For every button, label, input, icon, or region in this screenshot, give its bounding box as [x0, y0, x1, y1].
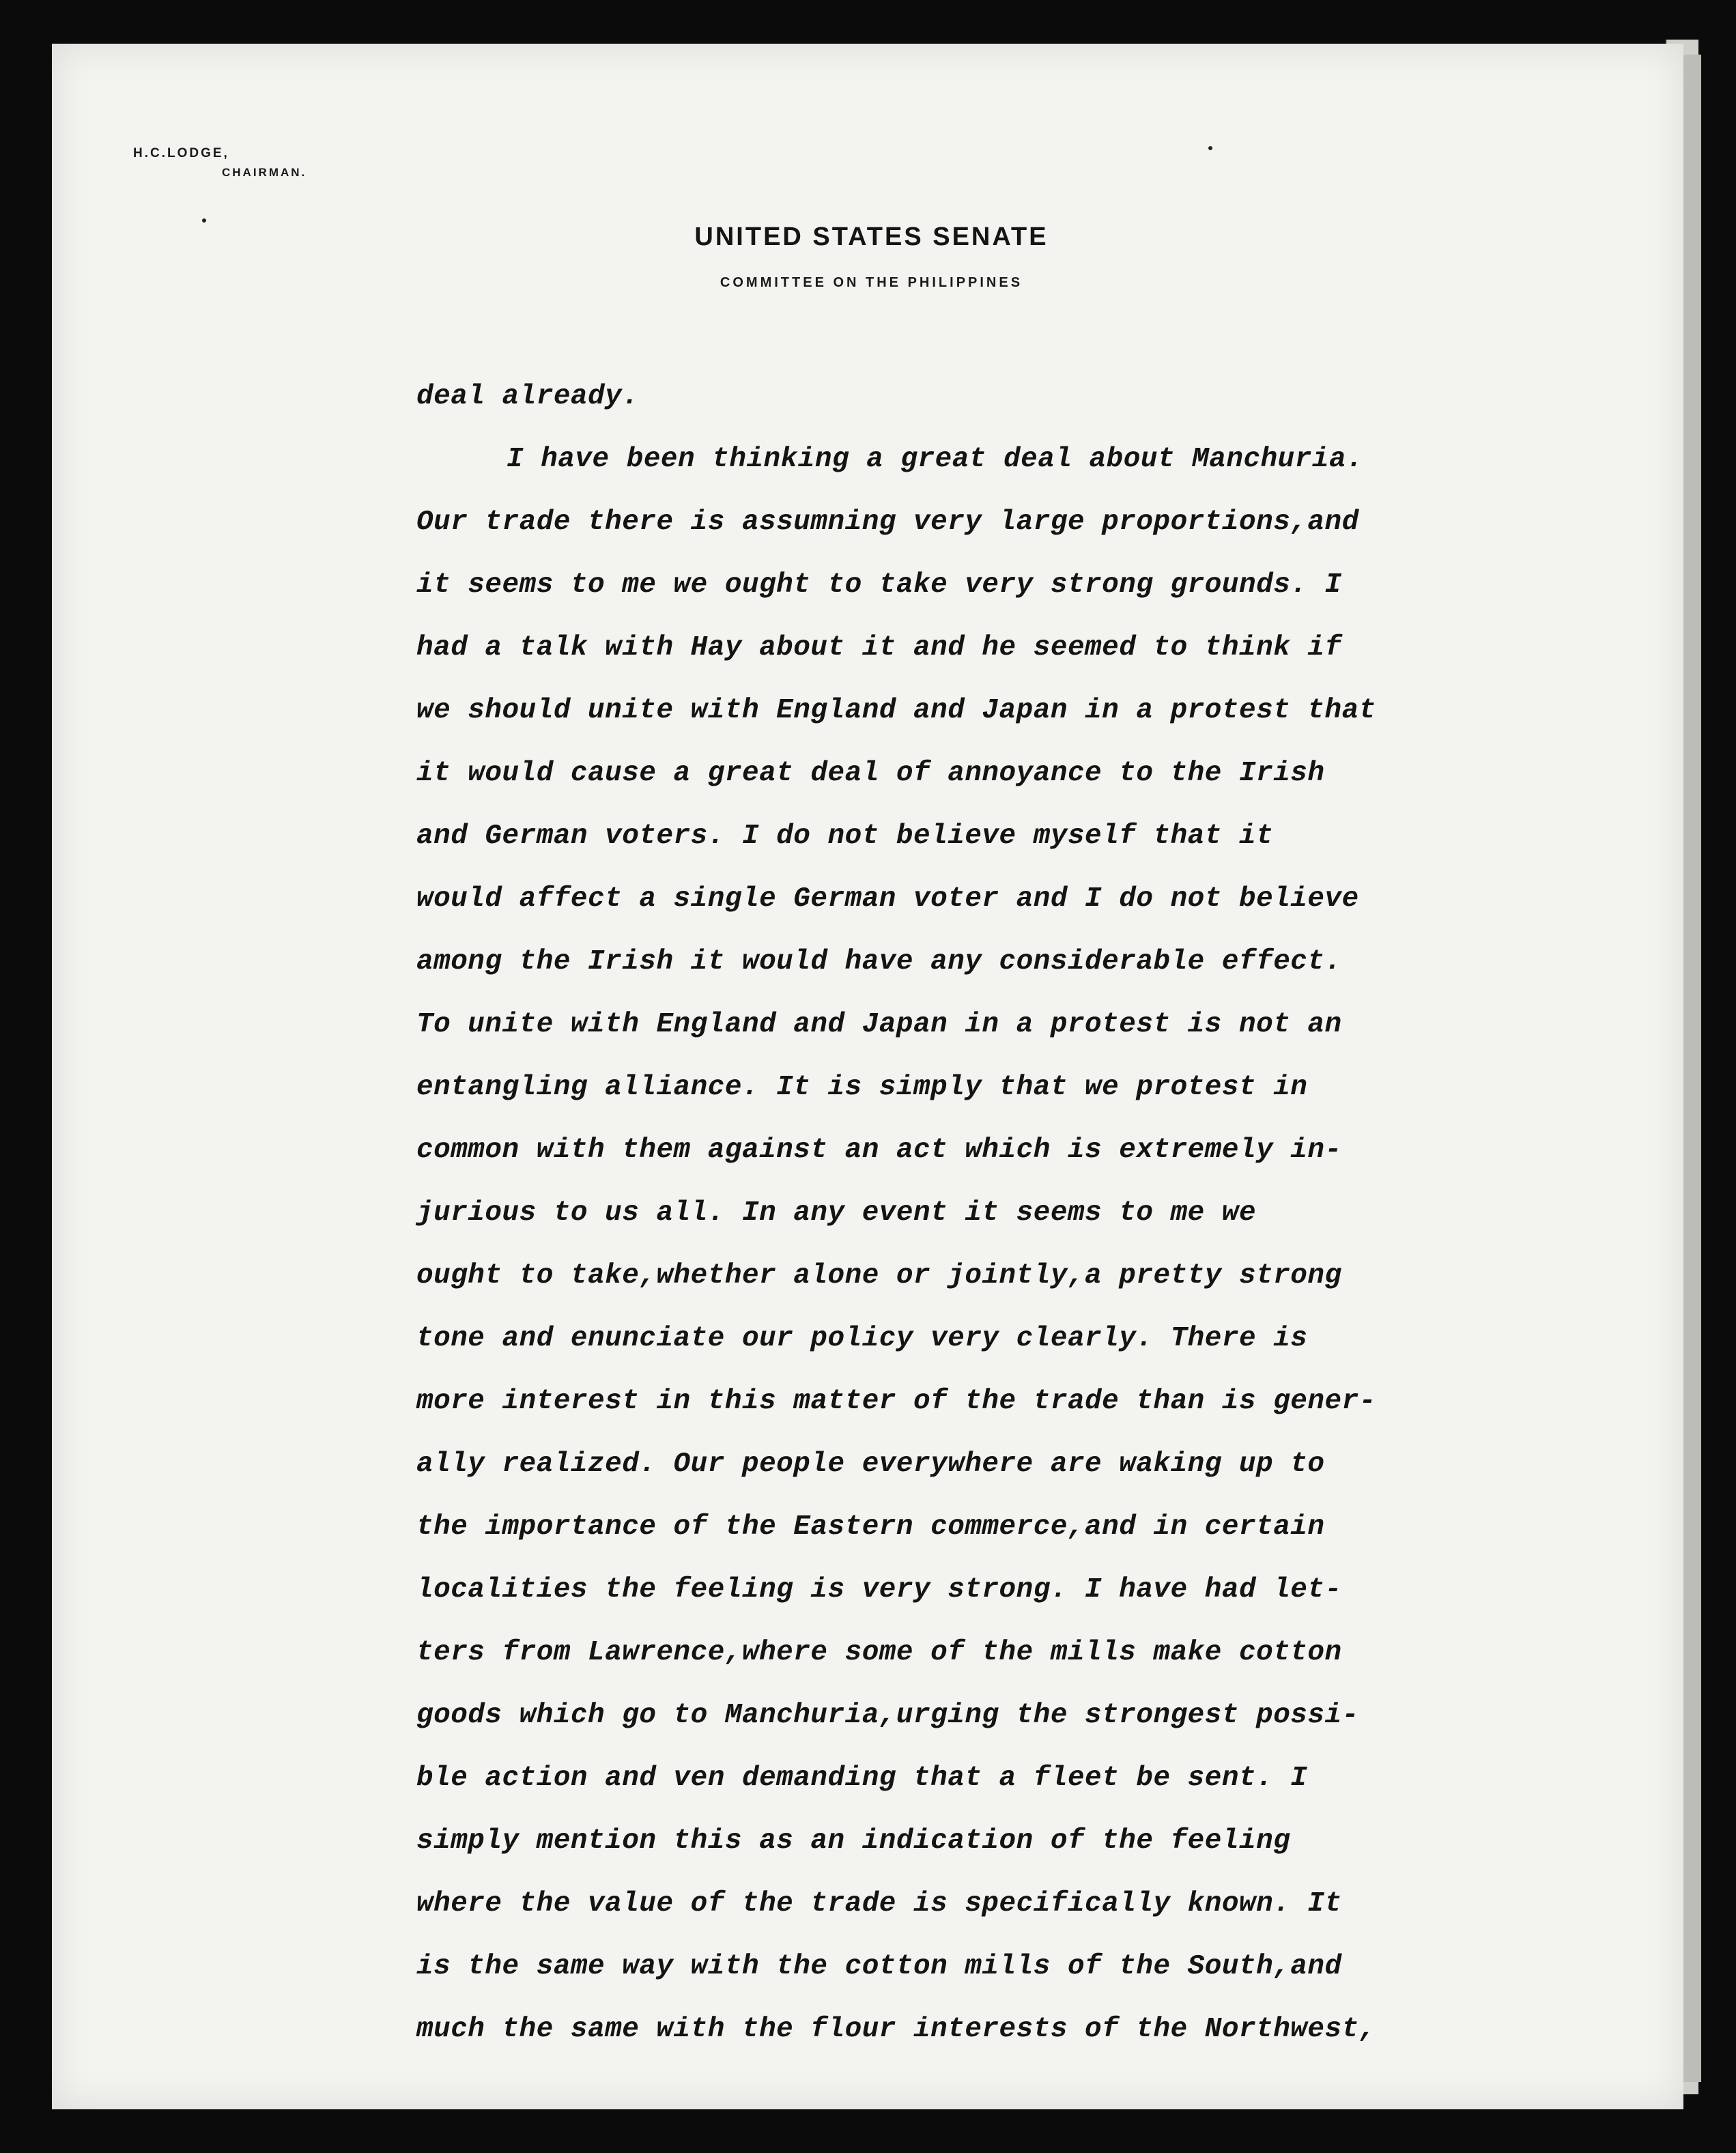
body-line: ters from Lawrence,where some of the mills make cotton [416, 1637, 1342, 1668]
body-line: the importance of the Eastern commerce,and in certain [416, 1511, 1325, 1543]
letterhead-role: CHAIRMAN. [222, 166, 307, 179]
body-line: would affect a single German voter and I do not believe [416, 883, 1359, 915]
ink-speck [1208, 146, 1212, 150]
body-line: ought to take,whether alone or jointly,a pretty strong [416, 1260, 1342, 1292]
body-line: goods which go to Manchuria,urging the strongest possi- [416, 1700, 1359, 1731]
body-line: jurious to us all. In any event it seems to me we [416, 1197, 1257, 1229]
body-line: is the same way with the cotton mills of the South,and [416, 1951, 1342, 1982]
body-line: ble action and ven demanding that a fleet be sent. I [416, 1763, 1308, 1794]
letter-body [416, 365, 1536, 2061]
letterhead-organization: UNITED STATES SENATE [694, 223, 1049, 251]
letterhead-name: H.C.LODGE, [133, 146, 229, 160]
body-line: where the value of the trade is specifically known. It [416, 1888, 1342, 1920]
body-line: localities the feeling is very strong. I have had let- [416, 1574, 1342, 1606]
body-line: it seems to me we ought to take very strong grounds. I [416, 569, 1342, 601]
body-line: deal already. [416, 381, 640, 412]
letterhead-committee: COMMITTEE ON THE PHILIPPINES [720, 275, 1023, 290]
body-line: it would cause a great deal of annoyance to the Irish [416, 758, 1325, 789]
body-line: ally realized. Our people everywhere are waking up to [416, 1449, 1325, 1480]
body-line: among the Irish it would have any considerable effect. [416, 946, 1342, 978]
body-line: had a talk with Hay about it and he seemed to think if [416, 632, 1342, 664]
body-line: simply mention this as an indication of the feeling [416, 1825, 1291, 1857]
body-line: we should unite with England and Japan in a protest that [416, 695, 1376, 726]
body-line: more interest in this matter of the trade than is gener- [416, 1386, 1376, 1417]
body-line: much the same with the flour interests of the Northwest, [416, 2014, 1376, 2045]
body-line: Our trade there is assumning very large proportions,and [416, 507, 1359, 538]
body-line: To unite with England and Japan in a protest is not an [416, 1009, 1342, 1040]
body-line: common with them against an act which is extremely in- [416, 1135, 1342, 1166]
ink-speck [202, 218, 206, 223]
body-line: and German voters. I do not believe myself that it [416, 821, 1274, 852]
body-line: I have been thinking a great deal about Manchuria. [507, 444, 1364, 475]
body-line: tone and enunciate our policy very clearly. There is [416, 1323, 1308, 1354]
body-line: entangling alliance. It is simply that we protest in [416, 1072, 1308, 1103]
